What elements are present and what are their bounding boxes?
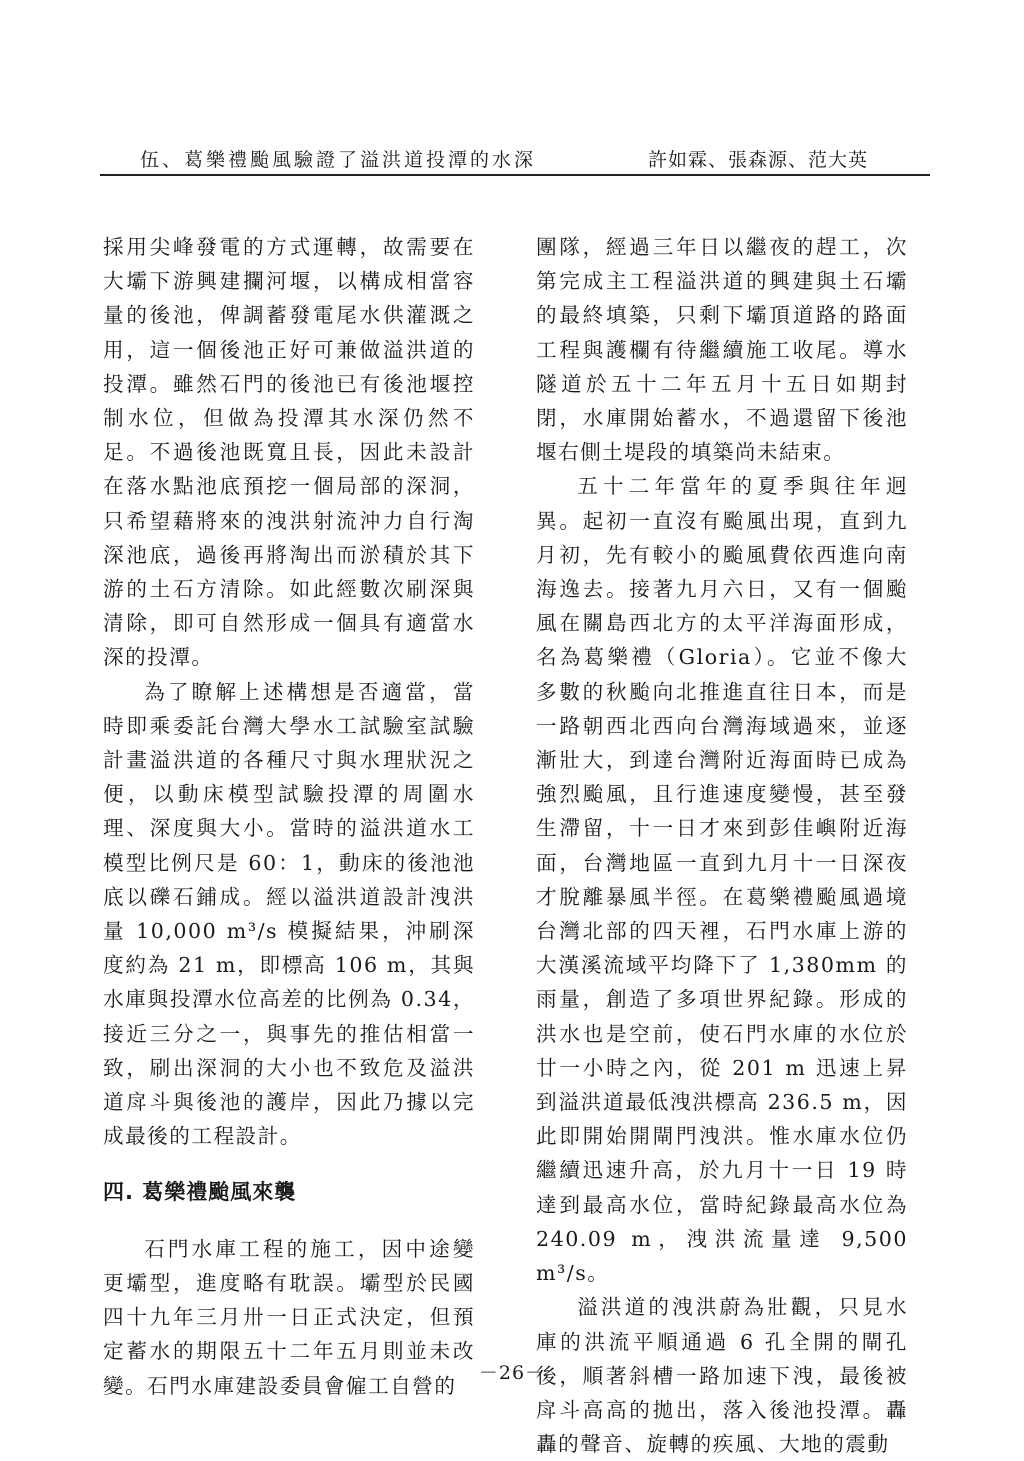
paragraph: 採用尖峰發電的方式運轉，故需要在大壩下游興建攔河堰，以構成相當容量的後池，俾調蓄發電尾水供灌溉之用，這一個後池正好可兼做溢洪道的投潭。雖然石門的後池已有後池堰控制水位，但做為投潭其水深仍然不足。不過後池既寬且長，因此未設計在落水點池底預挖一個局部的深洞，只希望藉將來的洩洪射流沖力自行淘深池底，過後再將淘出而淤積於其下游的土石方清除。如此經數次刷深與清除，即可自然形成一個具有適當水深的投潭。 [103, 235, 475, 670]
paragraph: 五十二年當年的夏季與往年迥異。起初一直沒有颱風出現，直到九月初，先有較小的颱風費依西進向南海逸去。接著九月六日，又有一個颱風在關島西北方的太平洋海面形成，名為葛樂禮（Gloria）。它並不像大多數的秋颱向北推進直往日本，而是一路朝西北西向台灣海域過來，並逐漸壯大，到達台灣附近海面時已成為強烈颱風，且行進速度變慢，甚至發生滯留，十一日才來到彭佳嶼附近海面，台灣地區一直到九月十一日深夜才脫離暴風半徑。在葛樂禮颱風過境台灣北部的四天裡，石門水庫上游的大漢溪流域平均降下了 1,380mm 的雨量，創造了多項世界紀錄。形成的洪水也是空前，使石門水庫的水位於廿一小時之內，從 201 m 迅速上昇到溢洪道最低洩洪標高 236.5 m，因此即開始開閘門洩洪。惟水庫水位仍繼續迅速升高，於九月十一日 19 時達到最高水位，當時紀錄最高水位為 240.09 m，洩洪流量達 9,500 m³/s。 [536, 474, 908, 1286]
paragraph: 溢洪道的洩洪蔚為壯觀，只見水庫的洪流平順通過 6 孔全開的閘孔後，順著斜槽一路加速下洩，最後被戽斗高高的拋出，落入後池投潭。轟轟的聲音、旋轉的疾風、大地的震動 [536, 1295, 908, 1457]
paragraph: 為了瞭解上述構想是否適當，當時即乘委託台灣大學水工試驗室試驗計畫溢洪道的各種尺寸與水理狀況之便，以動床模型試驗投潭的周圍水理、深度與大小。當時的溢洪道水工模型比例尺是 60：1，動床的後池池底以礫石鋪成。經以溢洪道設計洩洪量 10,000 m³/s 模擬結果，沖刷深度約為 21 m，即標高 106 m，其與水庫與投潭水位高差的比例為 0.34，接近三分之一，與事先的推估相當一致，刷出深洞的大小也不致危及溢洪道戽斗與後池的護岸，因此乃據以完成最後的工程設計。 [103, 679, 475, 1149]
header-divider [100, 174, 930, 176]
running-header [100, 145, 930, 175]
authors: 許如霖、張森源、范大英 [648, 149, 869, 171]
paragraph: 團隊，經過三年日以繼夜的趕工，次第完成主工程溢洪道的興建與土石壩的最終填築，只剩下壩頂道路的路面工程與護欄有待繼續施工收尾。導水隧道於五十二年五月十五日如期封閉，水庫開始蓄水，不過還留下後池堰右側土堤段的填築尚未結束。 [536, 235, 908, 465]
page-number: －26－ [478, 1362, 546, 1384]
section-heading: 四. 葛樂禮颱風來襲 [103, 1180, 297, 1205]
right-column [536, 230, 908, 1461]
chapter-title: 伍、葛樂禮颱風驗證了溢洪道投潭的水深 [140, 149, 537, 171]
left-column [103, 230, 475, 1403]
paragraph: 石門水庫工程的施工，因中途變更壩型，進度略有耽誤。壩型於民國四十九年三月卅一日正式決定，但預定蓄水的期限五十二年五月則並未改變。石門水庫建設委員會僱工自營的 [103, 1236, 475, 1398]
